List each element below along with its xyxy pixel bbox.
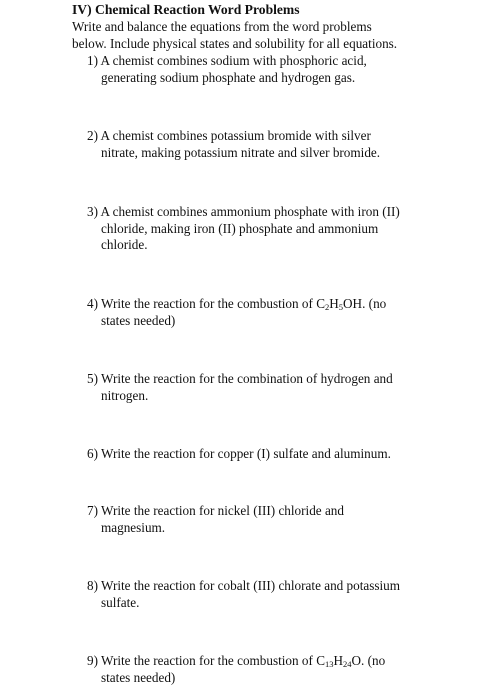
problem-text: chloride, making iron (II) phosphate and ammonium — [101, 220, 379, 236]
problem-text: 1) A chemist combines sodium with phosphoric acid, — [87, 53, 367, 68]
problem-text: 3) A chemist combines ammonium phosphate with iron (II) — [87, 204, 400, 219]
subscript: 13 — [325, 659, 334, 669]
section-heading: IV) Chemical Reaction Word Problems — [72, 2, 300, 17]
subscript: 2 — [325, 302, 330, 312]
problem-text: nitrogen. — [101, 387, 149, 403]
problem-text-part: OH. (no — [343, 296, 387, 311]
problem-text-part: H — [329, 296, 339, 311]
problem-text — [87, 653, 467, 670]
problem-9 — [87, 653, 467, 686]
problem-text: magnesium. — [101, 519, 166, 535]
problem-text-part: 4) Write the reaction for the combustion of C — [87, 296, 325, 311]
problem-6 — [87, 446, 467, 463]
problem-text: generating sodium phosphate and hydrogen gas. — [101, 69, 356, 85]
problem-text: 6) Write the reaction for copper (I) sulfate and aluminum. — [87, 446, 391, 461]
problem-8 — [87, 578, 467, 611]
problem-7 — [87, 503, 467, 536]
problem-text: sulfate. — [101, 594, 140, 610]
problem-text-part: H — [333, 653, 344, 668]
problem-text: 8) Write the reaction for cobalt (III) chlorate and potassium — [87, 578, 401, 593]
instructions-line: below. Include physical states and solubility for all equations. — [72, 35, 398, 51]
problem-text: 7) Write the reaction for nickel (III) chloride and — [87, 503, 344, 518]
problem-text — [87, 296, 467, 313]
instructions-line: Write and balance the equations from the word problems — [72, 19, 372, 34]
problem-text: states needed) — [101, 312, 176, 328]
problem-text: chloride. — [101, 237, 148, 253]
problem-text: 5) Write the reaction for the combination of hydrogen and — [87, 371, 393, 386]
problem-text: states needed) — [101, 669, 176, 685]
problem-5 — [87, 371, 467, 404]
problem-3 — [87, 204, 467, 254]
subscript: 5 — [338, 302, 344, 312]
problem-2 — [87, 128, 467, 161]
problem-text-part: O. (no — [351, 653, 386, 668]
problem-4 — [87, 296, 467, 329]
problem-text: 2) A chemist combines potassium bromide with silver — [87, 128, 371, 143]
instructions — [72, 19, 472, 52]
subscript: 24 — [343, 659, 352, 669]
problem-1 — [87, 53, 467, 86]
problem-text-part: 9) Write the reaction for the combustion of C — [87, 653, 325, 668]
problem-text: nitrate, making potassium nitrate and silver bromide. — [101, 144, 381, 160]
